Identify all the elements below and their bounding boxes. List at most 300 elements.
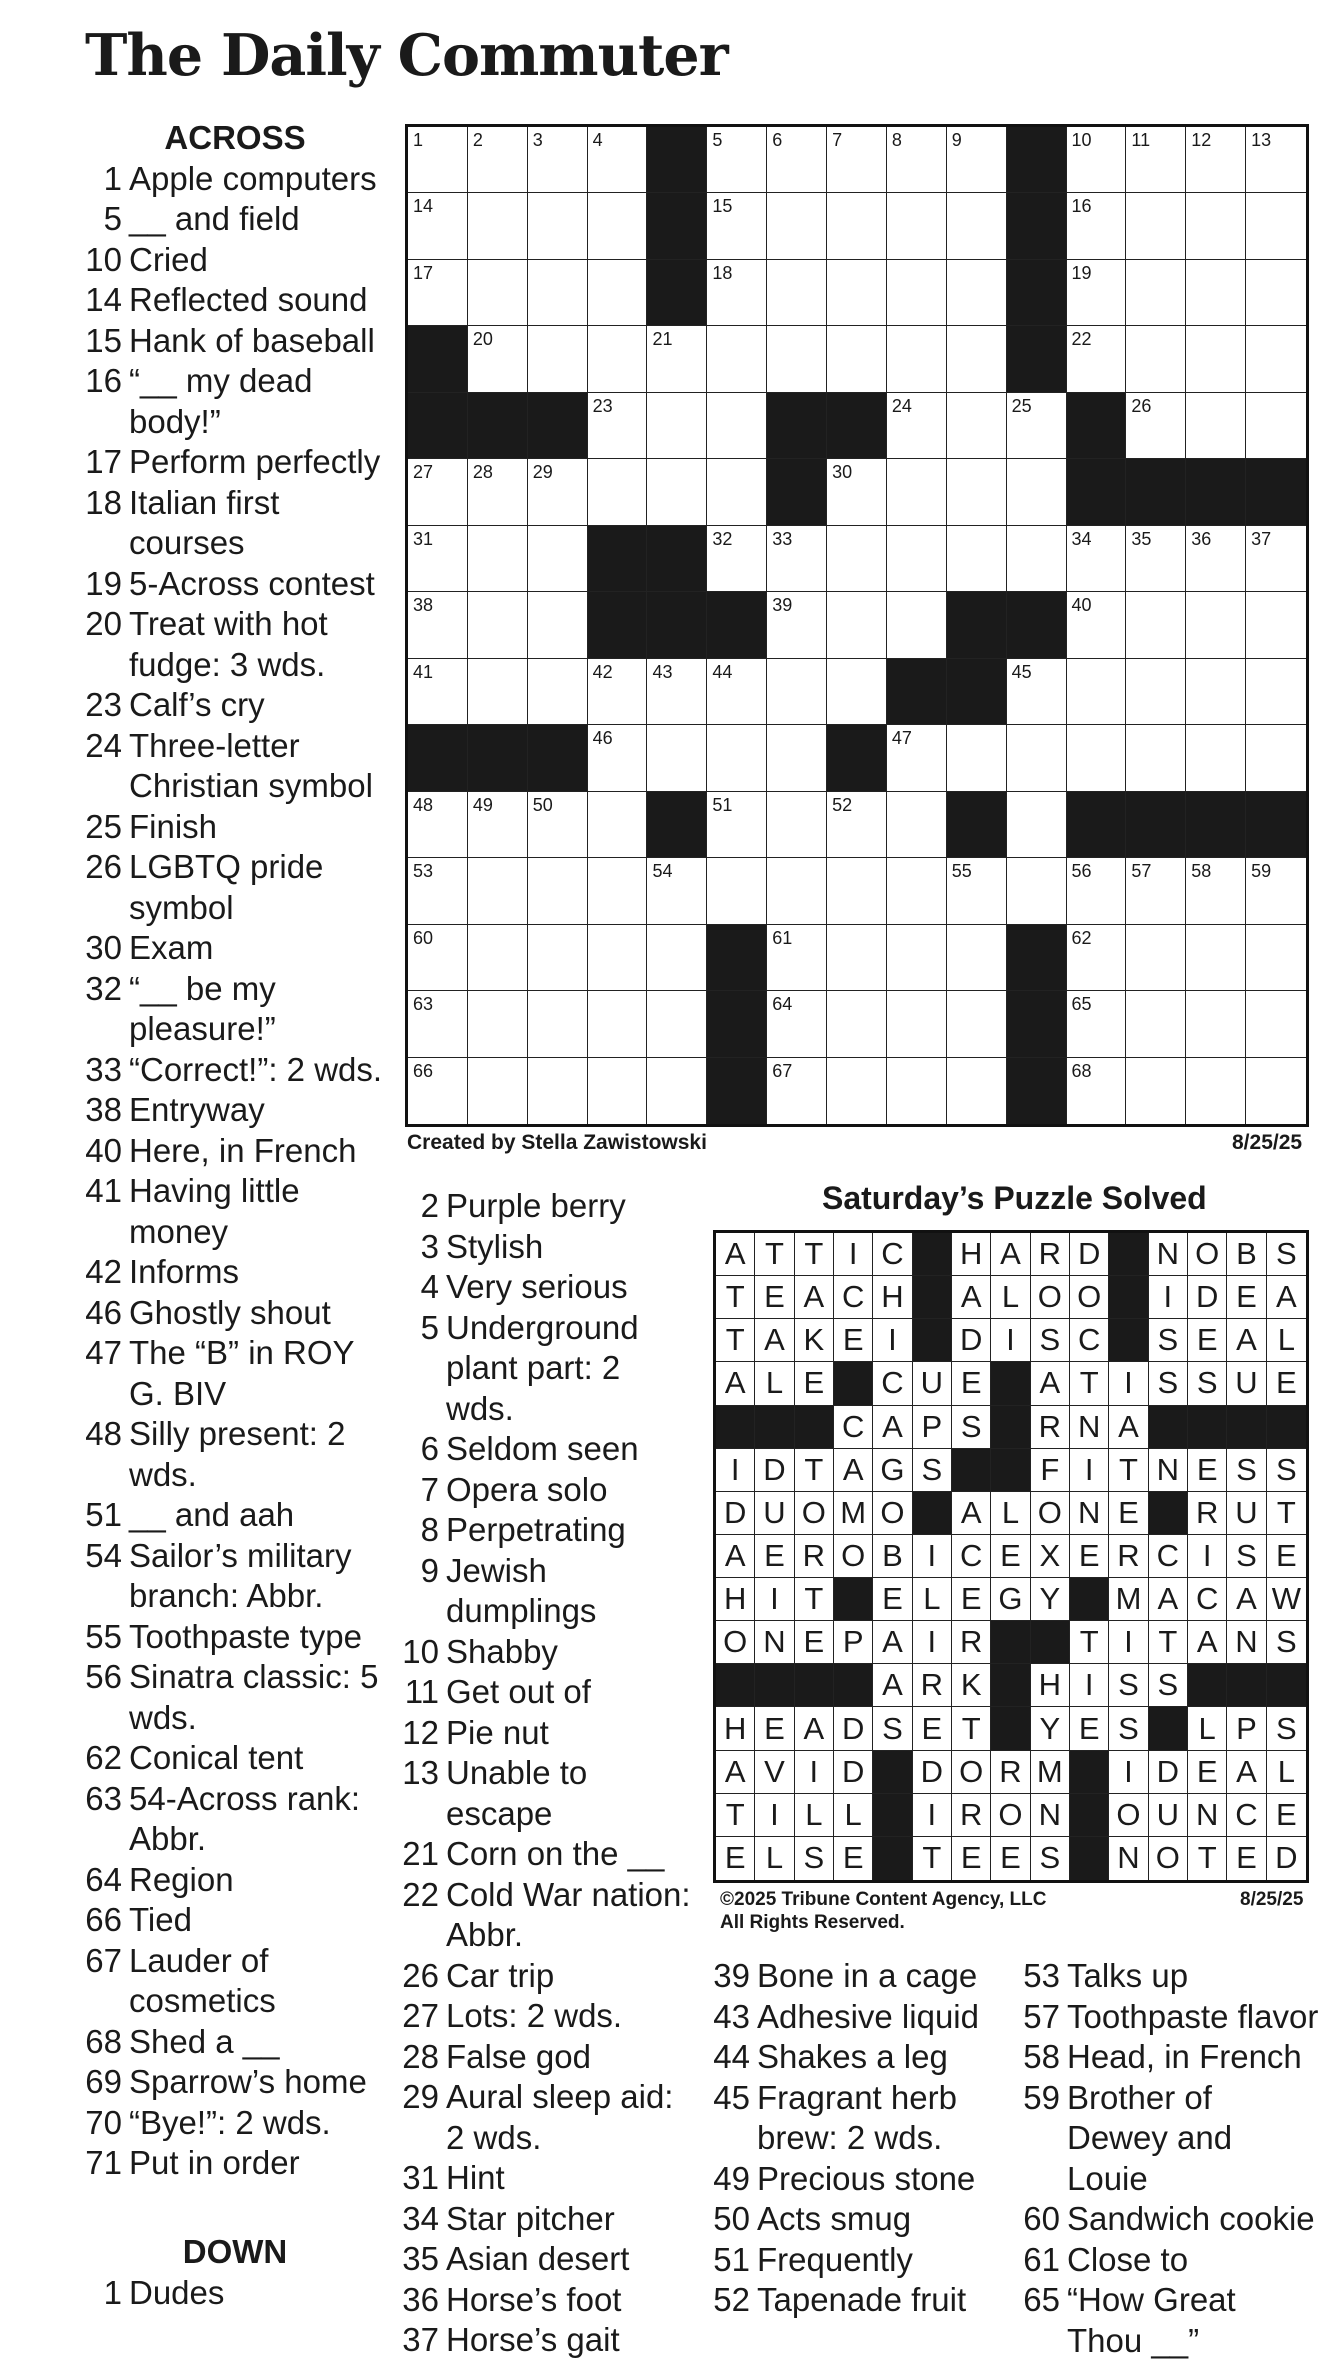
grid-cell[interactable] (647, 326, 707, 392)
cell-letter: E (1078, 1537, 1100, 1573)
grid-cell[interactable] (827, 326, 887, 392)
clue-number: 48 (85, 1415, 122, 1452)
grid-cell[interactable] (1186, 127, 1246, 193)
black-square (647, 592, 707, 658)
grid-cell[interactable] (707, 393, 767, 459)
grid-cell[interactable] (887, 393, 947, 459)
grid-cell[interactable] (1007, 459, 1067, 525)
grid-cell[interactable] (588, 326, 648, 392)
grid-cell[interactable] (588, 659, 648, 725)
solved-cell (913, 1664, 952, 1707)
cell-letter: E (1078, 1710, 1100, 1746)
solved-cell (1188, 1621, 1227, 1664)
grid-cell[interactable] (767, 858, 827, 924)
grid-cell[interactable] (408, 526, 468, 592)
grid-cell[interactable] (1246, 526, 1306, 592)
cell-letter: E (764, 1710, 785, 1746)
solved-cell (795, 1233, 834, 1276)
grid-cell[interactable] (408, 659, 468, 725)
grid-cell[interactable] (1067, 326, 1127, 392)
grid-cell[interactable] (767, 925, 827, 991)
solved-cell (795, 1707, 834, 1750)
grid-cell[interactable] (827, 1058, 887, 1124)
grid-cell[interactable] (647, 459, 707, 525)
grid-cell[interactable] (1067, 858, 1127, 924)
grid-cell[interactable] (887, 127, 947, 193)
grid-cell[interactable] (1067, 193, 1127, 259)
clue-text: Reflected sound (129, 281, 368, 318)
grid-cell[interactable] (947, 526, 1007, 592)
grid-cell[interactable] (947, 260, 1007, 326)
grid-cell[interactable] (1186, 991, 1246, 1057)
grid-cell[interactable] (408, 260, 468, 326)
grid-cell[interactable] (408, 925, 468, 991)
grid-cell[interactable] (1126, 659, 1186, 725)
grid-cell[interactable] (647, 659, 707, 725)
black-square (834, 1362, 873, 1405)
solved-cell (795, 1362, 834, 1405)
grid-cell[interactable] (468, 592, 528, 658)
grid-cell[interactable] (528, 326, 588, 392)
grid-cell[interactable] (468, 127, 528, 193)
grid-cell[interactable] (1246, 393, 1306, 459)
grid-cell[interactable] (647, 725, 707, 791)
black-square (528, 725, 588, 791)
grid-cell[interactable] (1067, 991, 1127, 1057)
grid-cell[interactable] (767, 725, 827, 791)
grid-cell[interactable] (1007, 393, 1067, 459)
black-square (528, 393, 588, 459)
black-square (913, 1276, 952, 1319)
clue-across-33 (85, 1050, 385, 1091)
grid-cell[interactable] (1067, 1058, 1127, 1124)
solved-cell (755, 1794, 794, 1837)
grid-cell[interactable] (887, 193, 947, 259)
cell-letter: H (723, 1581, 747, 1617)
grid-cell[interactable] (528, 526, 588, 592)
down-clues-column-3 (713, 1956, 1009, 2321)
clue-down-col3-43 (713, 1997, 1009, 2038)
grid-cell[interactable] (408, 127, 468, 193)
grid-cell[interactable] (1186, 260, 1246, 326)
grid-cell[interactable] (767, 659, 827, 725)
across-clues-column (85, 118, 385, 2184)
solved-cell (1227, 1449, 1266, 1492)
cell-number: 8 (891, 130, 902, 150)
grid-cell[interactable] (588, 193, 648, 259)
cell-number: 54 (652, 861, 673, 882)
grid-cell[interactable] (947, 991, 1007, 1057)
clue-number: 5 (420, 1308, 439, 1346)
grid-cell[interactable] (707, 260, 767, 326)
grid-cell[interactable] (887, 725, 947, 791)
clue-text: False god (446, 2037, 591, 2075)
grid-cell[interactable] (468, 792, 528, 858)
cell-letter: S (1157, 1322, 1179, 1358)
cell-letter: N (1117, 1840, 1140, 1876)
grid-cell[interactable] (588, 991, 648, 1057)
grid-cell[interactable] (1246, 127, 1306, 193)
black-square (1149, 1492, 1188, 1535)
cell-letter: I (1084, 1667, 1094, 1703)
grid-cell[interactable] (707, 792, 767, 858)
cell-letter: E (960, 1840, 982, 1876)
grid-cell[interactable] (1126, 526, 1186, 592)
grid-cell[interactable] (1126, 592, 1186, 658)
grid-cell[interactable] (1186, 725, 1246, 791)
grid-cell[interactable] (1246, 725, 1306, 791)
solved-cell (1031, 1837, 1070, 1880)
grid-cell[interactable] (1186, 659, 1246, 725)
grid-cell[interactable] (1186, 526, 1246, 592)
cell-letter: E (1275, 1537, 1297, 1573)
grid-cell[interactable] (827, 792, 887, 858)
grid-cell[interactable] (468, 193, 528, 259)
grid-cell[interactable] (767, 991, 827, 1057)
grid-cell[interactable] (1246, 858, 1306, 924)
solved-cell (1188, 1276, 1227, 1319)
clue-text: Car trip (446, 1956, 555, 1994)
clue-text: __ and field (129, 200, 300, 237)
black-square (873, 1837, 912, 1880)
grid-cell[interactable] (827, 925, 887, 991)
clue-number: 68 (85, 2022, 122, 2060)
clue-text: Hint (446, 2159, 505, 2196)
cell-letter: A (1275, 1279, 1297, 1315)
clue-text: Having little money (129, 1172, 300, 1250)
cell-letter: D (1077, 1236, 1101, 1272)
grid-cell[interactable] (707, 659, 767, 725)
grid-cell[interactable] (1246, 925, 1306, 991)
solved-cell (1267, 1621, 1306, 1664)
grid-cell[interactable] (947, 1058, 1007, 1124)
cell-number: 34 (1071, 528, 1092, 549)
clue-across-15 (85, 321, 385, 362)
grid-cell[interactable] (1246, 193, 1306, 259)
clue-text: Shed a __ (129, 2022, 280, 2060)
grid-cell[interactable] (1007, 792, 1067, 858)
grid-cell[interactable] (827, 659, 887, 725)
clue-down-col2-11 (402, 1672, 694, 1713)
grid-cell[interactable] (528, 659, 588, 725)
clue-number: 35 (402, 2240, 439, 2277)
clue-across-47 (85, 1333, 385, 1414)
clue-down-col2-12 (402, 1713, 694, 1754)
black-square (991, 1449, 1030, 1492)
clue-number: 6 (420, 1430, 439, 1467)
clue-text: Brother of Dewey and Louie (1067, 2078, 1233, 2197)
grid-cell[interactable] (408, 592, 468, 658)
grid-cell[interactable] (707, 459, 767, 525)
solved-cell (1149, 1319, 1188, 1362)
clue-number: 1 (103, 159, 122, 197)
grid-cell[interactable] (1186, 858, 1246, 924)
grid-cell[interactable] (588, 459, 648, 525)
clue-across-63 (85, 1779, 385, 1860)
grid-cell[interactable] (1067, 925, 1127, 991)
solved-cell (873, 1362, 912, 1405)
solved-cell (913, 1794, 952, 1837)
grid-cell[interactable] (408, 858, 468, 924)
cell-number: 36 (1191, 528, 1212, 549)
clue-text: Perform perfectly (129, 443, 381, 480)
clue-down-col2-2 (402, 1186, 694, 1227)
grid-cell[interactable] (767, 592, 827, 658)
grid-cell[interactable] (887, 526, 947, 592)
grid-cell[interactable] (1186, 326, 1246, 392)
grid-cell[interactable] (1126, 260, 1186, 326)
clue-down-col3-44 (713, 2037, 1009, 2078)
cell-number: 5 (712, 130, 723, 150)
solved-cell (716, 1794, 755, 1837)
cell-number: 37 (1251, 528, 1272, 549)
grid-cell[interactable] (588, 393, 648, 459)
clue-number: 60 (1023, 2200, 1060, 2237)
solved-cell (834, 1751, 873, 1794)
black-square (1070, 1837, 1109, 1880)
grid-cell[interactable] (1246, 260, 1306, 326)
grid-cell[interactable] (408, 792, 468, 858)
clue-number: 27 (402, 1997, 439, 2034)
clue-across-32 (85, 969, 385, 1050)
grid-cell[interactable] (1067, 659, 1127, 725)
grid-cell[interactable] (468, 858, 528, 924)
solved-cell (755, 1362, 794, 1405)
clue-number: 25 (85, 807, 122, 845)
grid-cell[interactable] (1067, 260, 1127, 326)
solved-cell (1109, 1751, 1148, 1794)
grid-cell[interactable] (827, 858, 887, 924)
solved-cell (834, 1837, 873, 1880)
grid-cell[interactable] (1246, 1058, 1306, 1124)
grid-cell[interactable] (588, 127, 648, 193)
grid-cell[interactable] (588, 925, 648, 991)
grid-cell[interactable] (1126, 193, 1186, 259)
clue-number: 20 (85, 605, 122, 642)
grid-cell[interactable] (1126, 925, 1186, 991)
grid-cell[interactable] (647, 393, 707, 459)
grid-cell[interactable] (588, 260, 648, 326)
solved-cell (1267, 1578, 1306, 1621)
grid-cell[interactable] (947, 127, 1007, 193)
grid-cell[interactable] (408, 991, 468, 1057)
solved-cell (1227, 1535, 1266, 1578)
clue-number: 57 (1023, 1997, 1060, 2035)
grid-cell[interactable] (528, 592, 588, 658)
grid-cell[interactable] (827, 991, 887, 1057)
grid-cell[interactable] (468, 326, 528, 392)
clue-number: 40 (85, 1131, 122, 1169)
grid-cell[interactable] (588, 792, 648, 858)
grid-cell[interactable] (947, 193, 1007, 259)
cell-letter: A (1236, 1322, 1257, 1358)
solved-cell (1109, 1492, 1148, 1535)
black-square (991, 1406, 1030, 1449)
grid-cell[interactable] (947, 326, 1007, 392)
grid-cell[interactable] (528, 127, 588, 193)
grid-cell[interactable] (707, 526, 767, 592)
grid-cell[interactable] (707, 725, 767, 791)
clue-down-col3-50 (713, 2199, 1009, 2240)
grid-cell[interactable] (408, 1058, 468, 1124)
solved-cell (952, 1621, 991, 1664)
cell-letter: S (1275, 1624, 1297, 1660)
clue-number: 11 (404, 1673, 439, 1710)
grid-cell[interactable] (887, 1058, 947, 1124)
black-square (1109, 1233, 1148, 1276)
cell-letter: L (1277, 1753, 1295, 1789)
grid-cell[interactable] (408, 193, 468, 259)
grid-cell[interactable] (947, 925, 1007, 991)
grid-cell[interactable] (767, 792, 827, 858)
grid-cell[interactable] (1126, 127, 1186, 193)
clue-down-col2-35 (402, 2239, 694, 2280)
grid-cell[interactable] (947, 393, 1007, 459)
grid-cell[interactable] (767, 127, 827, 193)
cell-number: 30 (832, 462, 853, 483)
solved-cell (1109, 1362, 1148, 1405)
grid-cell[interactable] (588, 858, 648, 924)
grid-cell[interactable] (1126, 858, 1186, 924)
grid-cell[interactable] (707, 326, 767, 392)
grid-cell[interactable] (528, 991, 588, 1057)
cell-number: 62 (1071, 927, 1092, 948)
grid-cell[interactable] (1067, 127, 1127, 193)
grid-cell[interactable] (468, 526, 528, 592)
solved-cell (952, 1837, 991, 1880)
grid-cell[interactable] (887, 326, 947, 392)
grid-cell[interactable] (767, 193, 827, 259)
grid-cell[interactable] (827, 592, 887, 658)
grid-cell[interactable] (528, 193, 588, 259)
grid-cell[interactable] (887, 592, 947, 658)
grid-cell[interactable] (528, 459, 588, 525)
grid-cell[interactable] (1246, 659, 1306, 725)
grid-cell[interactable] (767, 526, 827, 592)
solved-cell (1031, 1578, 1070, 1621)
grid-cell[interactable] (1007, 526, 1067, 592)
grid-cell[interactable] (1067, 725, 1127, 791)
grid-cell[interactable] (767, 326, 827, 392)
grid-cell[interactable] (1246, 592, 1306, 658)
solved-cell (952, 1233, 991, 1276)
grid-cell[interactable] (947, 459, 1007, 525)
solved-cell (1188, 1319, 1227, 1362)
black-square (1126, 459, 1186, 525)
solved-cell (873, 1707, 912, 1750)
grid-cell[interactable] (1126, 725, 1186, 791)
grid-cell[interactable] (468, 1058, 528, 1124)
grid-cell[interactable] (827, 526, 887, 592)
solved-cell (913, 1837, 952, 1880)
grid-cell[interactable] (468, 991, 528, 1057)
solved-cell (873, 1492, 912, 1535)
black-square (1007, 260, 1067, 326)
solved-cell (991, 1319, 1030, 1362)
grid-cell[interactable] (1186, 393, 1246, 459)
grid-cell[interactable] (1067, 526, 1127, 592)
cell-letter: E (1000, 1537, 1021, 1573)
cell-number: 22 (1071, 329, 1092, 350)
grid-cell[interactable] (1126, 393, 1186, 459)
grid-cell[interactable] (827, 127, 887, 193)
grid-cell[interactable] (468, 459, 528, 525)
crossword-grid[interactable] (405, 124, 1309, 1127)
cell-letter: D (841, 1753, 865, 1789)
cell-letter: T (765, 1236, 784, 1272)
grid-cell[interactable] (1186, 592, 1246, 658)
grid-cell[interactable] (647, 925, 707, 991)
cell-letter: S (1157, 1667, 1179, 1703)
grid-cell[interactable] (528, 1058, 588, 1124)
solved-cell (952, 1794, 991, 1837)
grid-cell[interactable] (1246, 991, 1306, 1057)
grid-cell[interactable] (588, 1058, 648, 1124)
grid-cell[interactable] (887, 858, 947, 924)
grid-cell[interactable] (1067, 592, 1127, 658)
cell-letter: T (725, 1796, 745, 1832)
grid-cell[interactable] (827, 260, 887, 326)
grid-cell[interactable] (1186, 925, 1246, 991)
grid-cell[interactable] (647, 858, 707, 924)
grid-cell[interactable] (408, 459, 468, 525)
grid-cell[interactable] (767, 1058, 827, 1124)
grid-cell[interactable] (1007, 659, 1067, 725)
grid-cell[interactable] (707, 193, 767, 259)
grid-cell[interactable] (1007, 858, 1067, 924)
cell-letter: T (1276, 1494, 1296, 1530)
clue-number: 37 (402, 2321, 439, 2358)
grid-cell[interactable] (1126, 326, 1186, 392)
grid-cell[interactable] (887, 260, 947, 326)
grid-cell[interactable] (528, 858, 588, 924)
clue-down-col3-45 (713, 2078, 1009, 2159)
grid-cell[interactable] (528, 925, 588, 991)
solved-cell (1070, 1621, 1109, 1664)
solved-cell (1188, 1794, 1227, 1837)
grid-cell[interactable] (647, 1058, 707, 1124)
grid-cell[interactable] (528, 792, 588, 858)
grid-cell[interactable] (887, 792, 947, 858)
grid-cell[interactable] (767, 260, 827, 326)
grid-cell[interactable] (827, 193, 887, 259)
clue-number: 24 (85, 726, 122, 764)
grid-cell[interactable] (1007, 725, 1067, 791)
grid-cell[interactable] (528, 260, 588, 326)
grid-cell[interactable] (1246, 326, 1306, 392)
clue-text: Cried (129, 240, 208, 278)
grid-cell[interactable] (707, 127, 767, 193)
grid-cell[interactable] (947, 858, 1007, 924)
grid-cell[interactable] (827, 459, 887, 525)
grid-cell[interactable] (588, 725, 648, 791)
grid-cell[interactable] (887, 925, 947, 991)
solved-cell (1188, 1449, 1227, 1492)
grid-cell[interactable] (887, 991, 947, 1057)
grid-cell[interactable] (468, 925, 528, 991)
grid-cell[interactable] (1186, 193, 1246, 259)
grid-cell[interactable] (707, 858, 767, 924)
grid-cell[interactable] (887, 459, 947, 525)
grid-cell[interactable] (468, 659, 528, 725)
cell-number: 6 (772, 130, 783, 150)
grid-cell[interactable] (647, 991, 707, 1057)
grid-cell[interactable] (1126, 1058, 1186, 1124)
grid-cell[interactable] (1126, 991, 1186, 1057)
grid-cell[interactable] (1186, 1058, 1246, 1124)
grid-cell[interactable] (468, 260, 528, 326)
grid-cell[interactable] (947, 725, 1007, 791)
